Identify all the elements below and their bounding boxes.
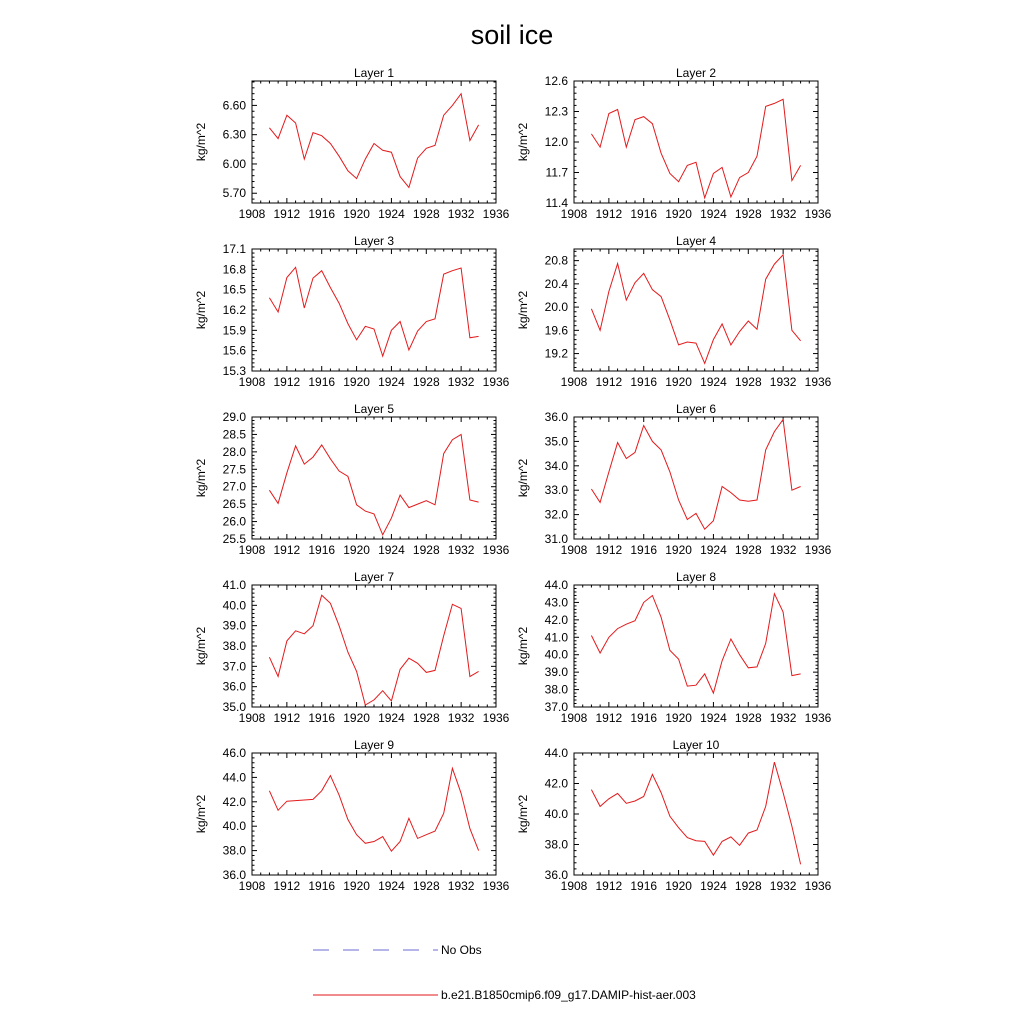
- series-line: [269, 595, 478, 705]
- x-tick-label: 1916: [308, 879, 336, 893]
- y-tick-label: 37.0: [222, 659, 246, 674]
- x-tick-label: 1936: [482, 711, 510, 725]
- x-tick-label: 1924: [700, 207, 727, 221]
- x-tick-label: 1920: [665, 543, 692, 557]
- x-tick-label: 1920: [665, 375, 692, 389]
- x-tick-label: 1916: [630, 879, 658, 893]
- y-tick-label: 40.0: [544, 647, 568, 662]
- figure-title: soil ice: [470, 20, 554, 50]
- x-tick-label: 1932: [769, 711, 797, 725]
- y-tick-label: 31.0: [544, 532, 568, 546]
- y-tick-label: 46.0: [222, 746, 246, 760]
- y-tick-label: 39.0: [544, 665, 568, 680]
- plot-frame: [252, 585, 496, 707]
- x-tick-label: 1920: [665, 711, 692, 725]
- panel-layer-3: [194, 234, 510, 389]
- x-tick-label: 1936: [804, 375, 832, 389]
- x-tick-label: 1928: [412, 879, 440, 893]
- y-tick-label: 32.0: [544, 507, 568, 522]
- panel-layer-1: [194, 66, 510, 221]
- legend-model-label: b.e21.B1850cmip6.f09_g17.DAMIP-hist-aer.003: [441, 988, 696, 1002]
- x-tick-label: 1932: [447, 207, 475, 221]
- x-tick-label: 1912: [273, 543, 301, 557]
- x-tick-label: 1932: [447, 879, 475, 893]
- panel-layer-4: [516, 234, 832, 389]
- x-tick-label: 1920: [343, 543, 370, 557]
- y-tick-label: 33.0: [544, 483, 568, 498]
- x-tick-label: 1920: [343, 711, 370, 725]
- x-tick-label: 1936: [482, 879, 510, 893]
- x-tick-label: 1916: [630, 543, 658, 557]
- x-tick-label: 1936: [804, 207, 832, 221]
- x-tick-label: 1912: [595, 711, 623, 725]
- y-tick-label: 19.2: [544, 346, 568, 361]
- plot-frame: [252, 81, 496, 203]
- y-tick-label: 42.0: [544, 776, 568, 791]
- plot-frame: [574, 753, 818, 875]
- series-line: [269, 267, 478, 356]
- x-tick-label: 1916: [630, 711, 658, 725]
- panel-title: Layer 7: [353, 570, 395, 584]
- y-tick-label: 38.0: [222, 843, 246, 858]
- x-tick-label: 1932: [447, 711, 475, 725]
- x-tick-label: 1916: [630, 207, 658, 221]
- x-tick-label: 1916: [308, 711, 336, 725]
- x-tick-label: 1928: [734, 207, 762, 221]
- panel-layer-7: [194, 570, 510, 725]
- plot-frame: [574, 81, 818, 203]
- y-tick-label: 44.0: [544, 746, 568, 760]
- x-tick-label: 1936: [482, 207, 510, 221]
- legend: [313, 943, 696, 1002]
- y-tick-label: 26.0: [222, 514, 246, 529]
- y-tick-label: 42.0: [544, 612, 568, 627]
- panel-title: Layer 1: [353, 66, 395, 80]
- x-tick-label: 1936: [804, 543, 832, 557]
- y-axis-label: kg/m^2: [516, 122, 530, 162]
- y-tick-label: 44.0: [222, 770, 246, 785]
- panel-layer-2: [516, 66, 832, 221]
- y-tick-label: 11.7: [545, 165, 568, 180]
- x-tick-label: 1936: [804, 711, 832, 725]
- series-line: [269, 94, 478, 188]
- x-tick-label: 1928: [734, 879, 762, 893]
- x-tick-label: 1928: [734, 711, 762, 725]
- y-axis-label: kg/m^2: [194, 290, 208, 330]
- series-line: [269, 434, 478, 534]
- series-line: [591, 594, 800, 693]
- x-tick-label: 1908: [560, 375, 588, 389]
- y-tick-label: 15.3: [222, 364, 246, 378]
- x-tick-label: 1912: [595, 207, 623, 221]
- x-tick-label: 1908: [238, 711, 266, 725]
- y-tick-label: 37.0: [544, 700, 568, 714]
- x-tick-label: 1932: [769, 879, 797, 893]
- x-tick-label: 1908: [560, 207, 588, 221]
- y-tick-label: 36.0: [544, 868, 568, 882]
- panel-layer-9: [194, 738, 510, 893]
- panel-title: Layer 5: [353, 402, 395, 416]
- series-line: [591, 762, 800, 864]
- y-tick-label: 28.0: [222, 444, 246, 459]
- x-tick-label: 1916: [308, 543, 336, 557]
- plot-frame: [574, 417, 818, 539]
- y-tick-label: 11.4: [545, 196, 568, 210]
- y-tick-label: 16.8: [222, 262, 246, 277]
- panel-layer-8: [516, 570, 832, 725]
- y-tick-label: 12.0: [544, 135, 568, 149]
- y-tick-label: 12.6: [544, 74, 568, 88]
- y-tick-label: 19.6: [544, 323, 568, 338]
- y-tick-label: 27.5: [222, 462, 246, 477]
- panel-layer-5: [194, 402, 510, 557]
- x-tick-label: 1920: [343, 207, 370, 221]
- panel-title: Layer 9: [353, 738, 395, 752]
- panel-layer-6: [516, 402, 832, 557]
- y-tick-label: 44.0: [544, 578, 568, 592]
- y-axis-label: kg/m^2: [516, 290, 530, 330]
- x-tick-label: 1932: [769, 543, 797, 557]
- y-tick-label: 6.60: [222, 98, 246, 113]
- y-tick-label: 35.0: [544, 434, 568, 449]
- series-line: [591, 419, 800, 529]
- x-tick-label: 1912: [595, 375, 623, 389]
- x-tick-label: 1908: [238, 879, 266, 893]
- panel-layer-10: [516, 738, 832, 893]
- x-tick-label: 1912: [273, 207, 301, 221]
- y-tick-label: 40.0: [222, 598, 246, 613]
- y-tick-label: 6.00: [222, 156, 246, 171]
- y-tick-label: 5.70: [222, 186, 246, 201]
- x-tick-label: 1916: [308, 375, 336, 389]
- x-tick-label: 1924: [700, 711, 727, 725]
- y-tick-label: 41.0: [222, 578, 246, 592]
- panel-title: Layer 4: [675, 234, 717, 248]
- x-tick-label: 1924: [378, 711, 405, 725]
- x-tick-label: 1932: [769, 375, 797, 389]
- panel-title: Layer 6: [675, 402, 717, 416]
- x-tick-label: 1908: [560, 879, 588, 893]
- y-tick-label: 25.5: [222, 532, 246, 546]
- legend-no-obs-label: No Obs: [441, 943, 482, 957]
- x-tick-label: 1924: [700, 879, 727, 893]
- panel-title: Layer 10: [672, 738, 720, 752]
- y-tick-label: 38.0: [544, 682, 568, 697]
- panels: [194, 66, 832, 893]
- y-tick-label: 35.0: [222, 700, 246, 714]
- y-tick-label: 15.6: [222, 343, 246, 358]
- y-tick-label: 38.0: [544, 837, 568, 852]
- y-axis-label: kg/m^2: [516, 626, 530, 666]
- x-tick-label: 1920: [343, 375, 370, 389]
- y-tick-label: 38.0: [222, 639, 246, 653]
- x-tick-label: 1912: [273, 711, 301, 725]
- x-tick-label: 1928: [734, 375, 762, 389]
- y-axis-label: kg/m^2: [194, 626, 208, 666]
- series-line: [591, 99, 800, 198]
- y-tick-label: 27.0: [222, 479, 246, 494]
- y-tick-label: 36.0: [222, 868, 246, 882]
- x-tick-label: 1928: [412, 711, 440, 725]
- series-line: [591, 255, 800, 364]
- plot-frame: [252, 753, 496, 875]
- panel-title: Layer 8: [675, 570, 717, 584]
- y-tick-label: 15.9: [222, 323, 246, 338]
- x-tick-label: 1924: [378, 375, 405, 389]
- x-tick-label: 1908: [560, 543, 588, 557]
- y-tick-label: 29.0: [222, 410, 246, 424]
- y-tick-label: 16.5: [222, 282, 246, 297]
- y-tick-label: 16.2: [222, 303, 246, 317]
- x-tick-label: 1924: [378, 543, 405, 557]
- x-tick-label: 1920: [665, 879, 692, 893]
- plot-frame: [252, 249, 496, 371]
- y-tick-label: 20.4: [544, 276, 568, 291]
- y-tick-label: 12.3: [544, 104, 568, 119]
- x-tick-label: 1936: [482, 543, 510, 557]
- x-tick-label: 1920: [665, 207, 692, 221]
- x-tick-label: 1928: [412, 375, 440, 389]
- plot-frame: [574, 585, 818, 707]
- x-tick-label: 1928: [412, 543, 440, 557]
- panel-title: Layer 2: [675, 66, 717, 80]
- x-tick-label: 1924: [700, 543, 727, 557]
- y-axis-label: kg/m^2: [194, 794, 208, 834]
- x-tick-label: 1916: [630, 375, 658, 389]
- x-tick-label: 1924: [378, 879, 405, 893]
- x-tick-label: 1916: [308, 207, 336, 221]
- y-tick-label: 20.8: [544, 253, 568, 268]
- y-axis-label: kg/m^2: [516, 794, 530, 834]
- x-tick-label: 1932: [447, 375, 475, 389]
- x-tick-label: 1936: [482, 375, 510, 389]
- x-tick-label: 1924: [700, 375, 727, 389]
- x-tick-label: 1908: [238, 543, 266, 557]
- x-tick-label: 1912: [273, 879, 301, 893]
- x-tick-label: 1920: [343, 879, 370, 893]
- x-tick-label: 1928: [412, 207, 440, 221]
- y-tick-label: 39.0: [222, 618, 246, 633]
- y-tick-label: 36.0: [222, 679, 246, 694]
- y-tick-label: 41.0: [544, 630, 568, 645]
- x-tick-label: 1928: [734, 543, 762, 557]
- x-tick-label: 1912: [595, 879, 623, 893]
- y-tick-label: 42.0: [222, 794, 246, 809]
- x-tick-label: 1908: [238, 207, 266, 221]
- x-tick-label: 1908: [238, 375, 266, 389]
- y-tick-label: 20.0: [544, 300, 568, 315]
- x-tick-label: 1932: [447, 543, 475, 557]
- series-line: [269, 768, 478, 851]
- y-tick-label: 34.0: [544, 458, 568, 473]
- y-tick-label: 40.0: [544, 807, 568, 821]
- y-tick-label: 28.5: [222, 427, 246, 442]
- x-tick-label: 1932: [769, 207, 797, 221]
- panel-title: Layer 3: [353, 234, 395, 248]
- y-tick-label: 36.0: [544, 410, 568, 424]
- y-tick-label: 40.0: [222, 819, 246, 834]
- x-tick-label: 1912: [595, 543, 623, 557]
- x-tick-label: 1912: [273, 375, 301, 389]
- x-tick-label: 1936: [804, 879, 832, 893]
- y-axis-label: kg/m^2: [194, 458, 208, 498]
- y-tick-label: 26.5: [222, 497, 246, 512]
- y-tick-label: 17.1: [222, 242, 246, 256]
- y-axis-label: kg/m^2: [516, 458, 530, 498]
- y-axis-label: kg/m^2: [194, 122, 208, 162]
- y-tick-label: 43.0: [544, 595, 568, 610]
- y-tick-label: 6.30: [222, 127, 246, 142]
- x-tick-label: 1924: [378, 207, 405, 221]
- x-tick-label: 1908: [560, 711, 588, 725]
- plot-frame: [574, 249, 818, 371]
